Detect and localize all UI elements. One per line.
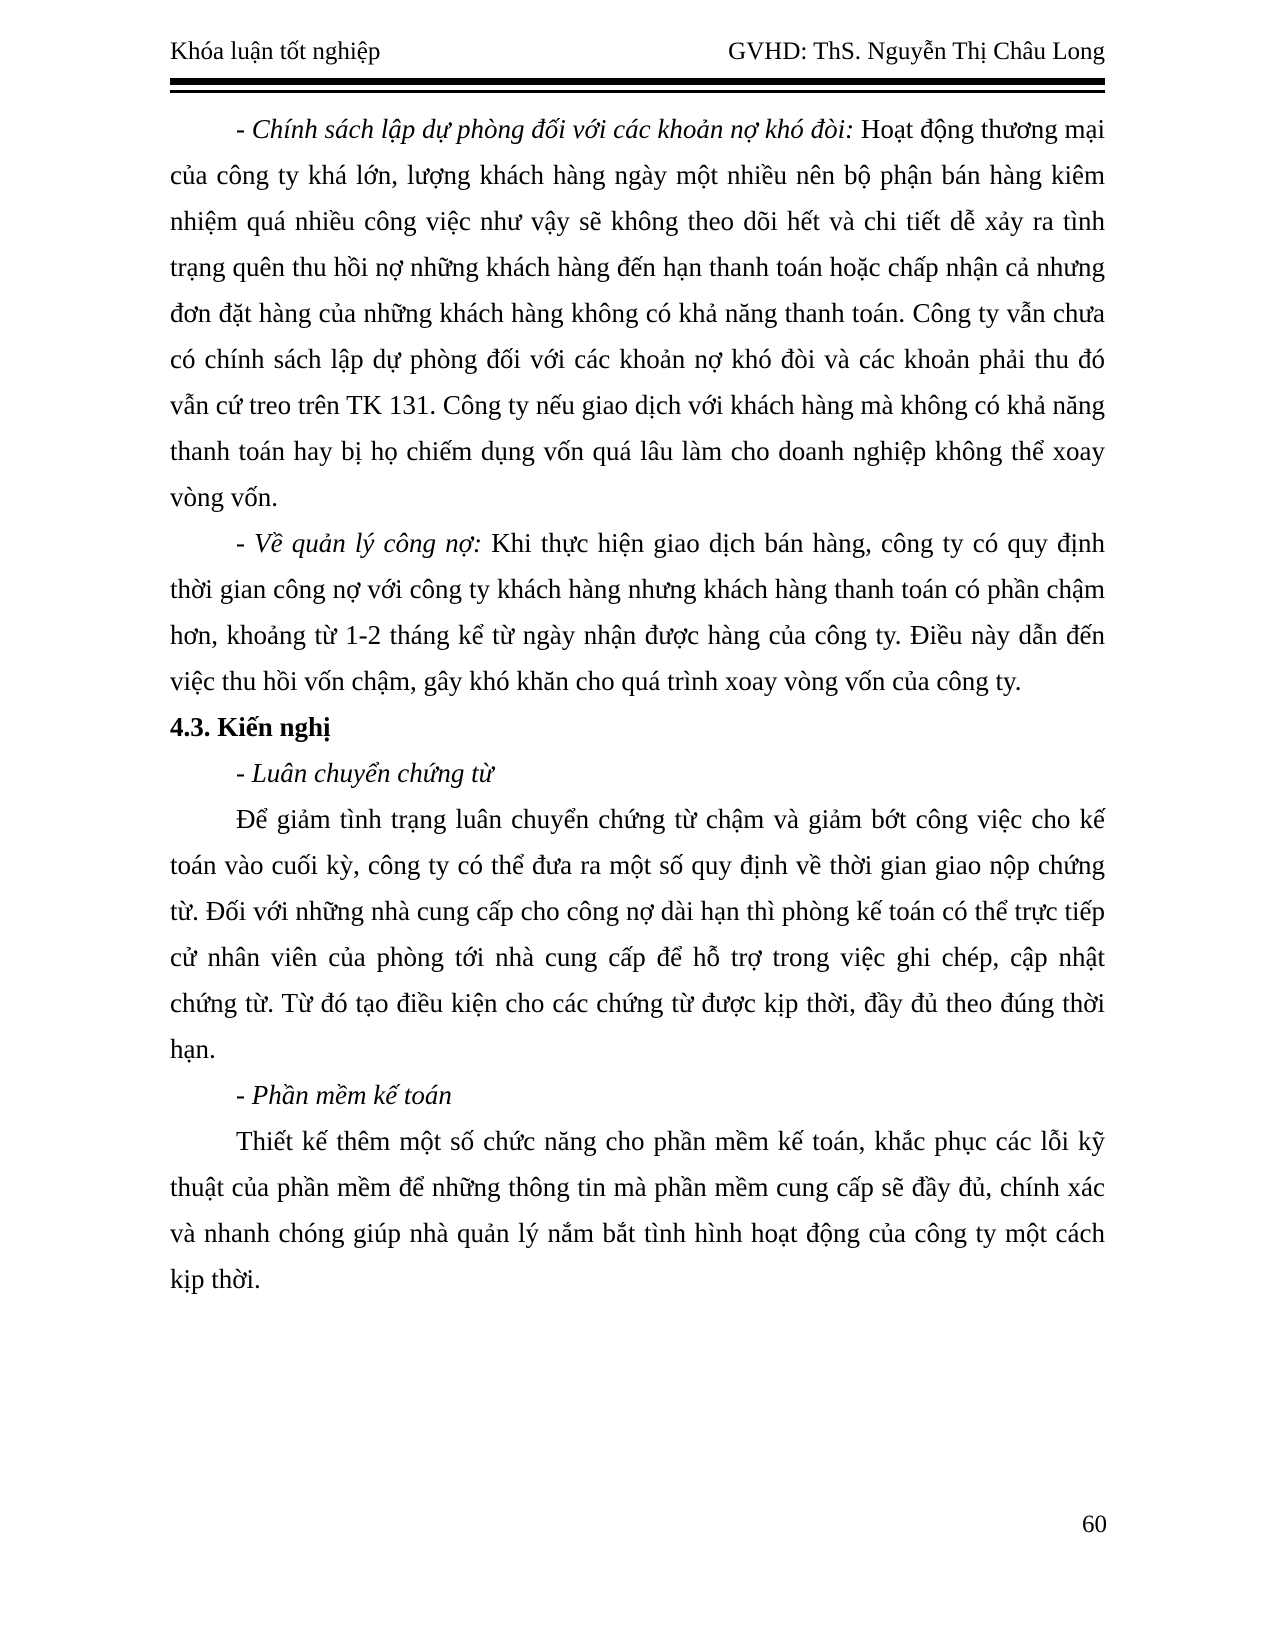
paragraph-accounting-software: Thiết kế thêm một số chức năng cho phần mềm kế toán, khắc phục các lỗi kỹ thuật của phần mềm để những thông tin mà phần mềm cung cấp sẽ đầy đủ, chính xác và nhanh chóng giúp nhà quản lý nắm bắt tình hình hoạt động của công ty một cách kịp thời. — [170, 1126, 1105, 1294]
subheading-accounting-software: - Phần mềm kế toán — [236, 1080, 452, 1110]
lead-in-debt-management: - Về quản lý công nợ: — [236, 528, 483, 558]
paragraph-document-circulation: Để giảm tình trạng luân chuyển chứng từ chậm và giảm bớt công việc cho kế toán vào cuối kỳ, công ty có thể đưa ra một số quy định về thời gian giao nộp chứng từ. Đối với những nhà cung cấp cho công nợ dài hạn thì phòng kế toán có thể trực tiếp cử nhân viên của phòng tới nhà cung cấp để hỗ trợ trong việc ghi chép, cập nhật chứng từ. Từ đó tạo điều kiện cho các chứng từ được kịp thời, đầy đủ theo đúng thời hạn. — [170, 804, 1105, 1064]
header-rule-thick — [170, 78, 1105, 85]
paragraph-debt-management-text: Khi thực hiện giao dịch bán hàng, công ty có quy định thời gian công nợ với công ty khách hàng nhưng khách hàng thanh toán có phần chậm hơn, khoảng từ 1-2 tháng kể từ ngày nhận được hàng của công ty. Điều này dẫn đến việc thu hồi vốn chậm, gây khó khăn cho quá trình xoay vòng vốn của công ty. — [170, 528, 1105, 696]
paragraph-debt-management — [170, 520, 1105, 704]
document-body — [170, 106, 1105, 1302]
paragraph-bad-debt-provision-text: Hoạt động thương mại của công ty khá lớn, lượng khách hàng ngày một nhiều nên bộ phận bán hàng kiêm nhiệm quá nhiều công việc như vậy sẽ không theo dõi hết và chi tiết dễ xảy ra tình trạng quên thu hồi nợ những khách hàng đến hạn thanh toán hoặc chấp nhận cả nhưng đơn đặt hàng của những khách hàng không có khả năng thanh toán. Công ty vẫn chưa có chính sách lập dự phòng đối với các khoản nợ khó đòi và các khoản phải thu đó vẫn cứ treo trên TK 131. Công ty nếu giao dịch với khách hàng mà không có khả năng thanh toán hay bị họ chiếm dụng vốn quá lâu làm cho doanh nghiệp không thể xoay vòng vốn. — [170, 114, 1105, 512]
running-header — [170, 38, 1105, 66]
header-rule-thin — [170, 90, 1105, 93]
lead-in-bad-debt-provision: - Chính sách lập dự phòng đối với các khoản nợ khó đòi: — [236, 114, 855, 144]
header-right-text: GVHD: ThS. Nguyễn Thị Châu Long — [728, 38, 1105, 65]
page-number: 60 — [1082, 1511, 1107, 1538]
paragraph-bad-debt-provision — [170, 106, 1105, 520]
header-left-text: Khóa luận tốt nghiệp — [170, 38, 381, 65]
subheading-document-circulation: - Luân chuyển chứng từ — [236, 758, 494, 788]
section-heading-4-3: 4.3. Kiến nghị — [170, 712, 331, 742]
